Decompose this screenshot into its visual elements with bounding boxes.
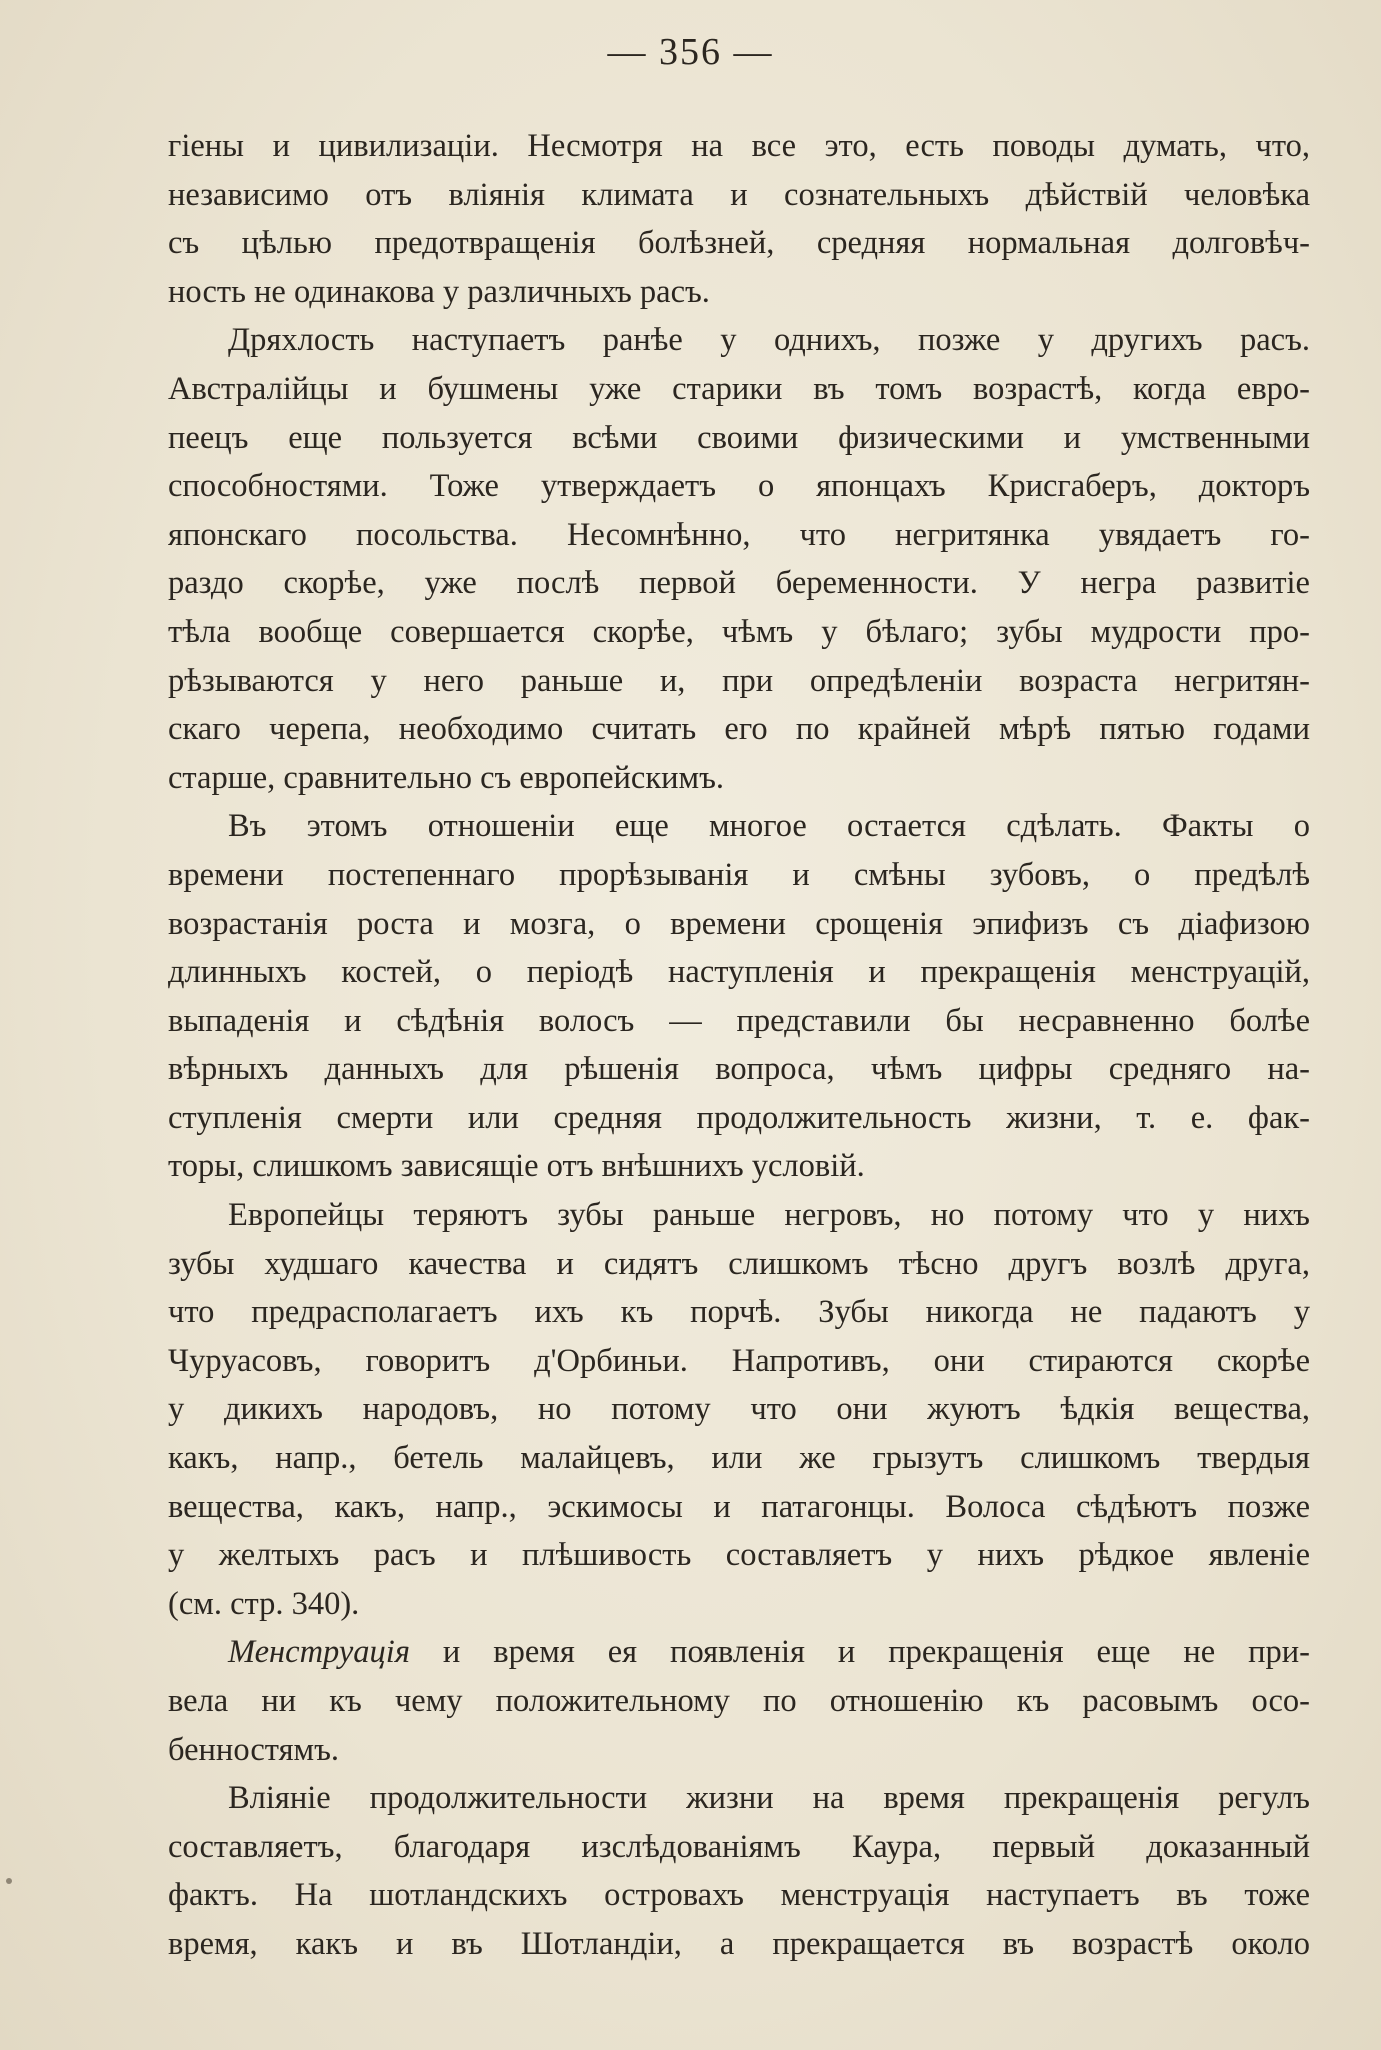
text-line: выпаденія и сѣдѣнія волосъ — представили бы несравненно болѣе [168, 1002, 1310, 1039]
text-line: вещества, какъ, напр., эскимосы и патагонцы. Волоса сѣдѣютъ позже [168, 1488, 1310, 1525]
text-line: Европейцы теряютъ зубы раньше негровъ, но потому что у нихъ [228, 1197, 1310, 1234]
text-run: и время ея появленія и прекращенія еще не при- [409, 1634, 1310, 1671]
text-line: какъ, напр., бетель малайцевъ, или же грызутъ слишкомъ твердыя [168, 1440, 1310, 1477]
text-line: фактъ. На шотландскихъ островахъ менструація наступаетъ въ тоже [168, 1877, 1310, 1914]
text-line: времени постепеннаго прорѣзыванія и смѣны зубовъ, о предѣлѣ [168, 856, 1310, 893]
text-line: вела ни къ чему положительному по отношенію къ расовымъ осо- [168, 1683, 1310, 1719]
text-line: Дряхлость наступаетъ ранѣе у однихъ, позже у другихъ расъ. [228, 322, 1310, 359]
text-line: ность не одинакова у различныхъ расъ. [168, 273, 710, 310]
italic-term: Менструація [228, 1634, 410, 1671]
page-speck [6, 1878, 12, 1884]
text-line: длинныхъ костей, о періодѣ наступленія и прекращенія менструацій, [168, 954, 1310, 991]
paragraph-1 [168, 122, 1310, 316]
text-line: способностями. Тоже утверждаетъ о японцахъ Крисгаберъ, докторъ [168, 468, 1310, 505]
text-line: пеецъ еще пользуется всѣми своими физическими и умственными [168, 419, 1310, 456]
text-line: вѣрныхъ данныхъ для рѣшенія вопроса, чѣмъ цифры средняго на- [168, 1051, 1310, 1088]
body-text [168, 122, 1310, 1969]
text-line: (см. стр. 340). [168, 1585, 360, 1622]
text-line: бенностямъ. [168, 1731, 340, 1768]
paragraph-3 [168, 802, 1310, 1191]
text-line: гіены и цивилизаціи. Несмотря на все это, есть поводы думать, что, [168, 128, 1310, 164]
text-line: японскаго посольства. Несомнѣнно, что негритянка увядаетъ го- [168, 516, 1310, 553]
text-line: составляетъ, благодаря изслѣдованіямъ Каура, первый доказанный [168, 1828, 1310, 1865]
paragraph-5 [168, 1628, 1310, 1774]
text-line [168, 1628, 1310, 1677]
text-line: раздо скорѣе, уже послѣ первой беременности. У негра развитіе [168, 565, 1310, 602]
text-line: зубы худшаго качества и сидятъ слишкомъ тѣсно другъ возлѣ друга, [168, 1245, 1310, 1282]
text-line: рѣзываются у него раньше и, при опредѣленіи возраста негритян- [168, 662, 1310, 699]
paragraph-4 [168, 1191, 1310, 1628]
text-line: торы, слишкомъ зависящіе отъ внѣшнихъ условій. [168, 1148, 865, 1185]
text-line: ступленія смерти или средняя продолжительность жизни, т. е. фак- [168, 1099, 1310, 1136]
text-line: Въ этомъ отношеніи еще многое остается сдѣлать. Факты о [228, 808, 1310, 845]
text-line: у дикихъ народовъ, но потому что они жуютъ ѣдкія вещества, [168, 1391, 1310, 1428]
paragraph-6 [168, 1774, 1310, 1968]
text-line: время, какъ и въ Шотландіи, а прекращается въ возрастѣ около [168, 1925, 1310, 1962]
text-line: старше, сравнительно съ европейскимъ. [168, 759, 725, 796]
text-line: скаго черепа, необходимо считать его по крайней мѣрѣ пятью годами [168, 711, 1310, 748]
text-line: Австралійцы и бушмены уже старики въ томъ возрастѣ, когда евро- [168, 370, 1310, 407]
text-line: тѣла вообще совершается скорѣе, чѣмъ у бѣлаго; зубы мудрости про- [168, 613, 1310, 650]
text-line: у желтыхъ расъ и плѣшивость составляетъ у нихъ рѣдкое явленіе [168, 1537, 1310, 1574]
text-line: Вліяніе продолжительности жизни на время прекращенія регулъ [228, 1780, 1310, 1817]
text-line: независимо отъ вліянія климата и сознательныхъ дѣйствій человѣка [168, 176, 1310, 213]
paragraph-2 [168, 316, 1310, 802]
text-line: Чуруасовъ, говоритъ д'Орбиньи. Напротивъ, они стираются скорѣе [168, 1342, 1310, 1379]
text-line: съ цѣлью предотвращенія болѣзней, средняя нормальная долговѣч- [168, 225, 1310, 262]
text-line: что предрасполагаетъ ихъ къ порчѣ. Зубы никогда не падаютъ у [168, 1294, 1310, 1331]
page-number: — 356 — [607, 31, 774, 73]
text-line: возрастанія роста и мозга, о времени срощенія эпифизъ съ діафизою [168, 905, 1310, 942]
